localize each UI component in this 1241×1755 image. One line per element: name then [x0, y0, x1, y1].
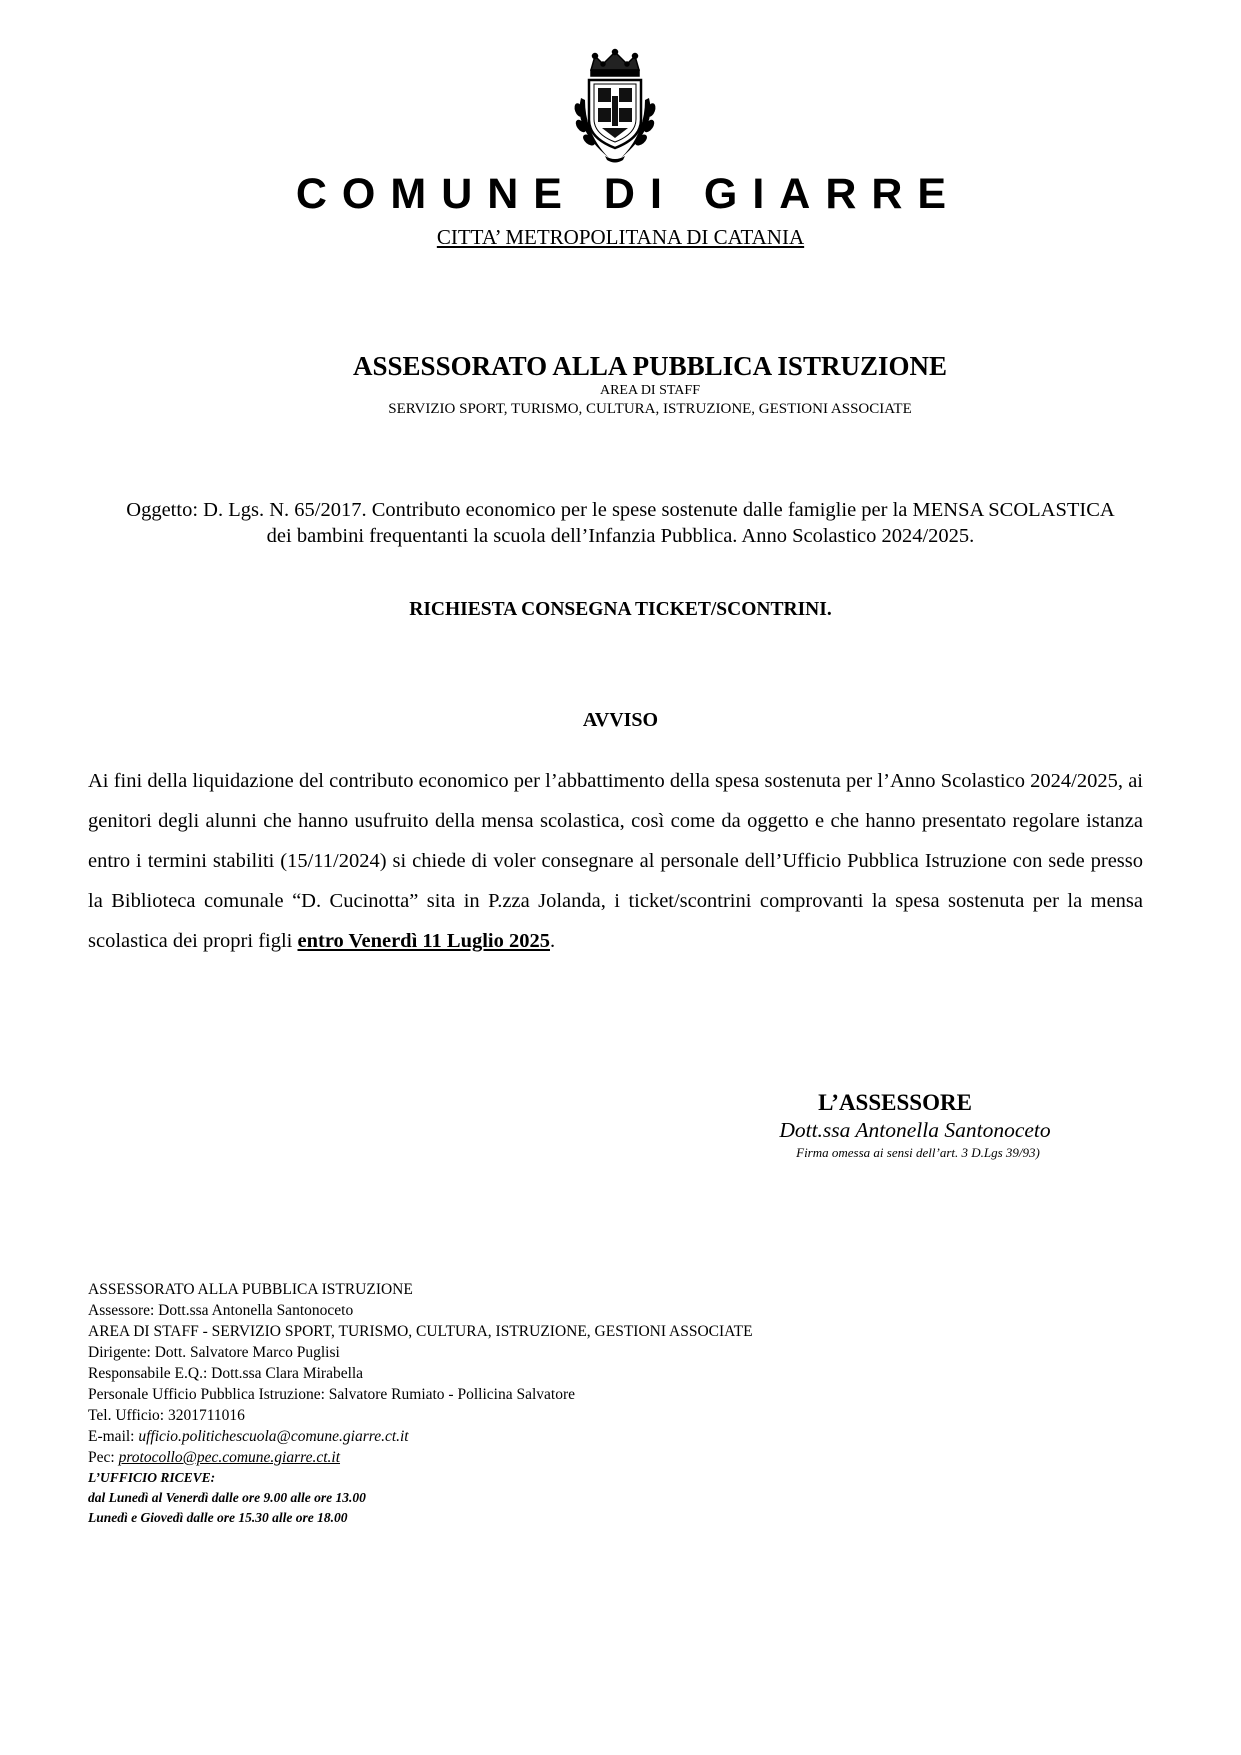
footer-email-row [88, 1426, 1088, 1447]
signature-title: L’ASSESSORE [818, 1090, 972, 1115]
footer-hours-1: dal Lunedì al Venerdì dalle ore 9.00 alle ore 13.00 [88, 1490, 366, 1505]
footer-contacts [88, 1279, 1088, 1528]
footer-hours-2: Lunedì e Giovedì dalle ore 15.30 alle ore 18.00 [88, 1510, 348, 1525]
deadline-text: entro Venerdì 11 Luglio 2025 [297, 930, 550, 952]
signature-note: Firma omessa ai sensi dell’art. 3 D.Lgs 39/93) [796, 1145, 1040, 1160]
footer-tel: Tel. Ufficio: 3201711016 [88, 1407, 245, 1424]
footer-pec-label: Pec: [88, 1449, 119, 1466]
notice-body-text: Ai fini della liquidazione del contributo economico per l’abbattimento della spesa sostenuta per l’Anno Scolastico 2024/2025, ai genitori degli alunni che hanno usufruito della mensa scolastica, così come da oggetto e che hanno presentato regolare istanza entro i termini stabiliti (15/11/2024) si chiede di voler consegnare al personale dell’Ufficio Pubblica Istruzione con sede presso la Biblioteca comunale “D. Cucinotta” sita in P.zza Jolanda, i ticket/scontrini comprovanti la spesa sostenuta per la mensa scolastica dei propri figli [88, 770, 1143, 952]
footer-area: AREA DI STAFF - SERVIZIO SPORT, TURISMO, CULTURA, ISTRUZIONE, GESTIONI ASSOCIATE [88, 1323, 753, 1340]
municipality-title: COMUNE DI GIARRE [295, 170, 962, 218]
comune-giarre-crest-icon [555, 48, 675, 166]
footer-email-link[interactable]: ufficio.politichescuola@comune.giarre.ct.it [138, 1428, 409, 1445]
footer-pec-row [88, 1447, 1088, 1468]
office-name: ASSESSORATO ALLA PUBBLICA ISTRUZIONE [353, 351, 947, 381]
footer-office: ASSESSORATO ALLA PUBBLICA ISTRUZIONE [88, 1281, 413, 1298]
footer-responsabile: Responsabile E.Q.: Dott.ssa Clara Mirabella [88, 1365, 364, 1382]
subject-paragraph: Oggetto: D. Lgs. N. 65/2017. Contributo economico per le spese sostenute dalle famiglie per la MENSA SCOLASTICA dei bambini frequentanti la scuola dell’Infanzia Pubblica. Anno Scolastico 2024/2025. [126, 499, 1115, 547]
office-area: AREA DI STAFF [599, 383, 700, 398]
footer-email-label: E-mail: [88, 1428, 139, 1445]
notice-body-end: . [550, 930, 556, 952]
footer-dirigente: Dirigente: Dott. Salvatore Marco Puglisi [88, 1344, 340, 1361]
signature-name: Dott.ssa Antonella Santonoceto [779, 1118, 1051, 1142]
municipality-subtitle: CITTA’ METROPOLITANA DI CATANIA [436, 225, 805, 249]
footer-hours-title: L’UFFICIO RICEVE: [88, 1470, 216, 1485]
footer-assessore: Assessore: Dott.ssa Antonella Santonoceto [88, 1302, 354, 1319]
request-heading: RICHIESTA CONSEGNA TICKET/SCONTRINI. [409, 599, 832, 620]
office-service: SERVIZIO SPORT, TURISMO, CULTURA, ISTRUZIONE, GESTIONI ASSOCIATE [388, 401, 912, 417]
notice-heading: AVVISO [582, 709, 659, 731]
footer-personale: Personale Ufficio Pubblica Istruzione: Salvatore Rumiato - Pollicina Salvatore [88, 1386, 575, 1403]
footer-pec-link[interactable]: protocollo@pec.comune.giarre.ct.it [118, 1449, 341, 1466]
notice-body [88, 761, 1143, 961]
